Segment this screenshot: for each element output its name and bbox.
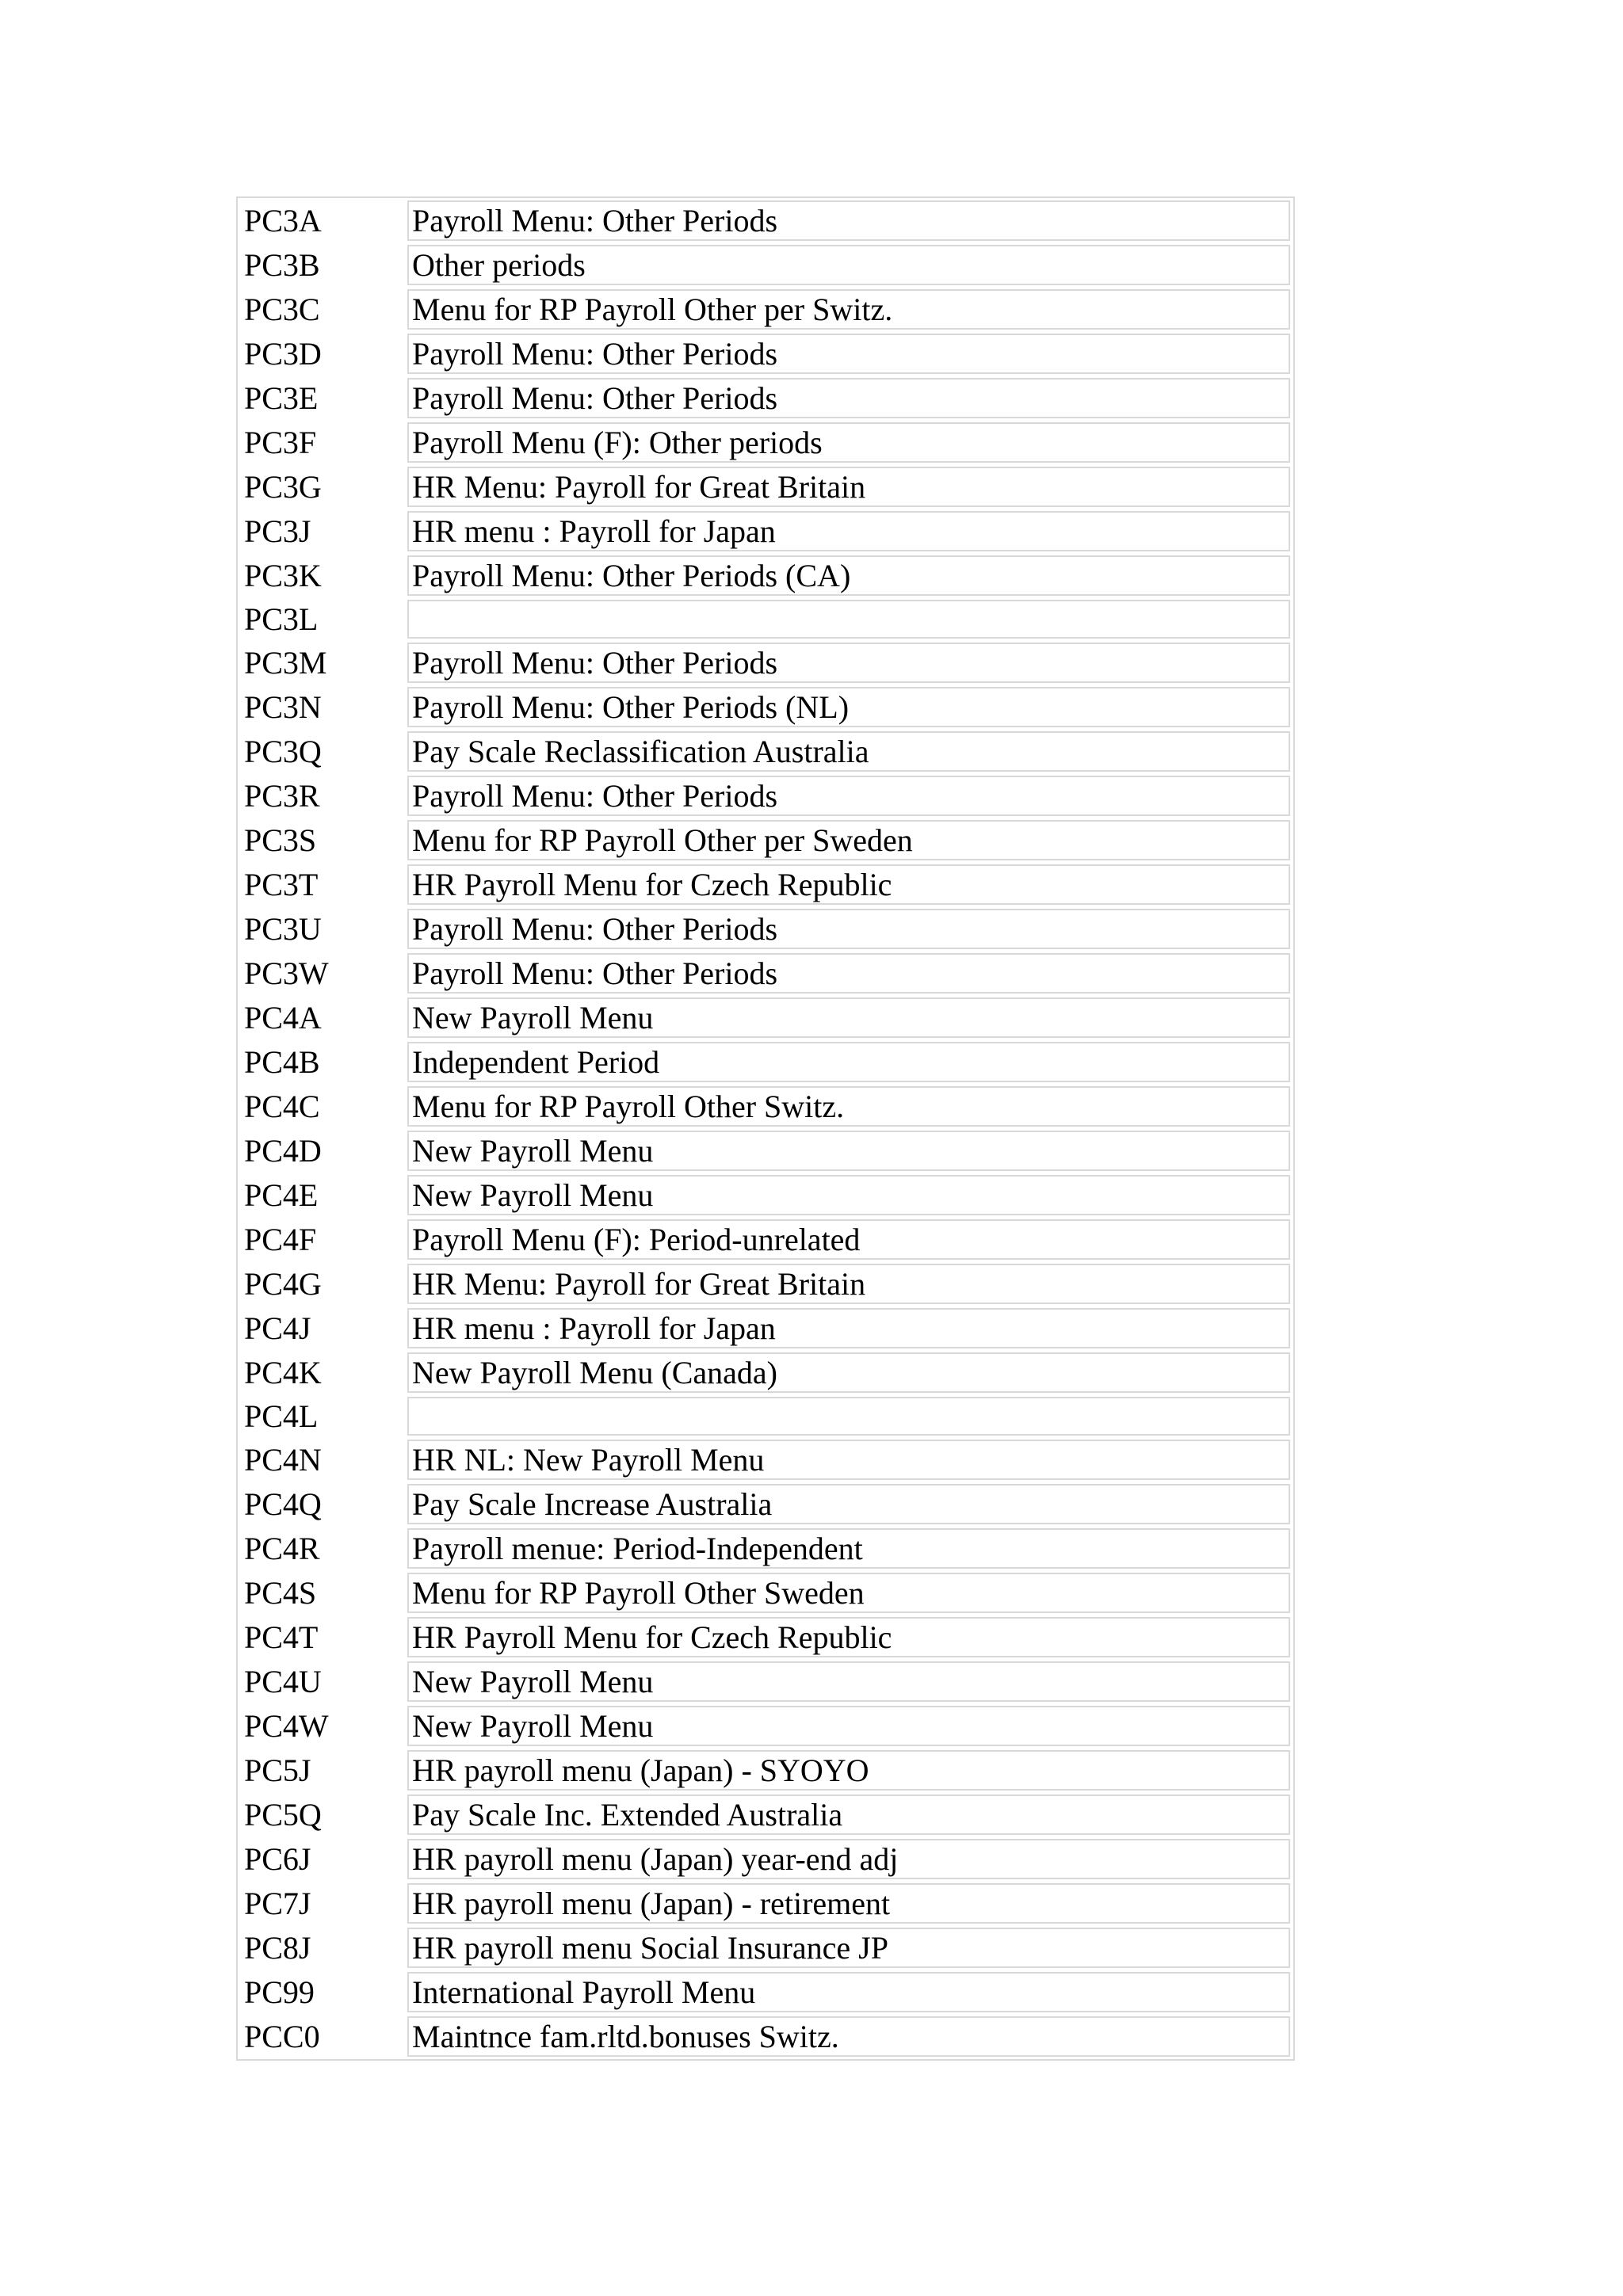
row-description-cell: Pay Scale Increase Australia bbox=[407, 1484, 1290, 1524]
row-description-cell: HR Menu: Payroll for Great Britain bbox=[407, 1264, 1290, 1304]
row-code-cell: PC99 bbox=[240, 1972, 404, 2012]
row-code-cell: PC7J bbox=[240, 1883, 404, 1924]
row-code-cell: PC3R bbox=[240, 776, 404, 816]
row-code-cell: PC5Q bbox=[240, 1794, 404, 1835]
table-row bbox=[240, 289, 1290, 330]
row-code-cell: PC4Q bbox=[240, 1484, 404, 1524]
row-description-cell bbox=[407, 600, 1290, 639]
table-body bbox=[240, 200, 1290, 2057]
table-row bbox=[240, 643, 1290, 683]
table-row bbox=[240, 1352, 1290, 1393]
table-row bbox=[240, 1175, 1290, 1215]
row-code-cell: PC3T bbox=[240, 864, 404, 905]
row-code-cell: PC3E bbox=[240, 378, 404, 418]
row-description-cell: Independent Period bbox=[407, 1042, 1290, 1082]
row-description-cell: Pay Scale Inc. Extended Australia bbox=[407, 1794, 1290, 1835]
row-description-cell: Payroll Menu: Other Periods (CA) bbox=[407, 555, 1290, 596]
row-code-cell: PC3K bbox=[240, 555, 404, 596]
table-row bbox=[240, 555, 1290, 596]
row-code-cell: PC4S bbox=[240, 1573, 404, 1613]
row-description-cell: HR Payroll Menu for Czech Republic bbox=[407, 864, 1290, 905]
row-description-cell: New Payroll Menu bbox=[407, 997, 1290, 1038]
table-row bbox=[240, 1883, 1290, 1924]
table-row bbox=[240, 467, 1290, 507]
row-code-cell: PC3L bbox=[240, 600, 404, 639]
row-code-cell: PC3S bbox=[240, 820, 404, 860]
row-description-cell: Payroll Menu: Other Periods bbox=[407, 200, 1290, 241]
row-description-cell: Payroll Menu: Other Periods bbox=[407, 953, 1290, 994]
table-row bbox=[240, 378, 1290, 418]
row-code-cell: PC4J bbox=[240, 1308, 404, 1348]
table-row bbox=[240, 334, 1290, 374]
row-code-cell: PC3D bbox=[240, 334, 404, 374]
row-code-cell: PCC0 bbox=[240, 2016, 404, 2057]
table-row bbox=[240, 245, 1290, 285]
row-code-cell: PC4A bbox=[240, 997, 404, 1038]
row-description-cell: Payroll Menu: Other Periods bbox=[407, 909, 1290, 949]
row-code-cell: PC6J bbox=[240, 1839, 404, 1879]
table-row bbox=[240, 1264, 1290, 1304]
row-code-cell: PC4L bbox=[240, 1397, 404, 1436]
row-code-cell: PC4G bbox=[240, 1264, 404, 1304]
row-description-cell: Pay Scale Reclassification Australia bbox=[407, 731, 1290, 772]
table-row bbox=[240, 511, 1290, 551]
row-code-cell: PC3F bbox=[240, 422, 404, 463]
row-code-cell: PC4E bbox=[240, 1175, 404, 1215]
row-code-cell: PC3A bbox=[240, 200, 404, 241]
row-description-cell: Other periods bbox=[407, 245, 1290, 285]
row-code-cell: PC3N bbox=[240, 687, 404, 727]
table-row bbox=[240, 909, 1290, 949]
row-description-cell bbox=[407, 1397, 1290, 1436]
row-description-cell: HR menu : Payroll for Japan bbox=[407, 1308, 1290, 1348]
row-code-cell: PC4T bbox=[240, 1617, 404, 1657]
table-row bbox=[240, 953, 1290, 994]
table-row bbox=[240, 1086, 1290, 1127]
table-row bbox=[240, 1308, 1290, 1348]
transaction-code-table bbox=[236, 196, 1295, 2061]
table-row bbox=[240, 864, 1290, 905]
row-description-cell: Payroll Menu: Other Periods bbox=[407, 776, 1290, 816]
table-row bbox=[240, 1839, 1290, 1879]
table-row bbox=[240, 687, 1290, 727]
row-code-cell: PC4W bbox=[240, 1706, 404, 1746]
table-row bbox=[240, 820, 1290, 860]
row-code-cell: PC4F bbox=[240, 1219, 404, 1260]
row-description-cell: Menu for RP Payroll Other per Switz. bbox=[407, 289, 1290, 330]
table-row bbox=[240, 1794, 1290, 1835]
row-description-cell: New Payroll Menu bbox=[407, 1706, 1290, 1746]
table-row bbox=[240, 1397, 1290, 1436]
row-code-cell: PC3G bbox=[240, 467, 404, 507]
table-row bbox=[240, 200, 1290, 241]
row-description-cell: Maintnce fam.rltd.bonuses Switz. bbox=[407, 2016, 1290, 2057]
row-description-cell: Payroll Menu: Other Periods bbox=[407, 643, 1290, 683]
row-description-cell: HR Menu: Payroll for Great Britain bbox=[407, 467, 1290, 507]
row-code-cell: PC3Q bbox=[240, 731, 404, 772]
row-description-cell: HR NL: New Payroll Menu bbox=[407, 1440, 1290, 1480]
row-description-cell: Menu for RP Payroll Other Sweden bbox=[407, 1573, 1290, 1613]
table-row bbox=[240, 776, 1290, 816]
table-row bbox=[240, 1528, 1290, 1569]
table-row bbox=[240, 1219, 1290, 1260]
table-row bbox=[240, 1661, 1290, 1702]
row-description-cell: Payroll Menu: Other Periods (NL) bbox=[407, 687, 1290, 727]
row-description-cell: Menu for RP Payroll Other Switz. bbox=[407, 1086, 1290, 1127]
row-code-cell: PC5J bbox=[240, 1750, 404, 1791]
row-description-cell: HR payroll menu (Japan) - retirement bbox=[407, 1883, 1290, 1924]
row-code-cell: PC8J bbox=[240, 1928, 404, 1968]
row-code-cell: PC4C bbox=[240, 1086, 404, 1127]
table-row bbox=[240, 1928, 1290, 1968]
table-row bbox=[240, 997, 1290, 1038]
table-row bbox=[240, 731, 1290, 772]
row-description-cell: Payroll menue: Period-Independent bbox=[407, 1528, 1290, 1569]
row-description-cell: Menu for RP Payroll Other per Sweden bbox=[407, 820, 1290, 860]
row-code-cell: PC3M bbox=[240, 643, 404, 683]
table-row bbox=[240, 422, 1290, 463]
row-description-cell: HR payroll menu Social Insurance JP bbox=[407, 1928, 1290, 1968]
row-description-cell: New Payroll Menu bbox=[407, 1131, 1290, 1171]
row-code-cell: PC4N bbox=[240, 1440, 404, 1480]
table-row bbox=[240, 1617, 1290, 1657]
table-row bbox=[240, 1972, 1290, 2012]
row-code-cell: PC4R bbox=[240, 1528, 404, 1569]
row-code-cell: PC3B bbox=[240, 245, 404, 285]
row-code-cell: PC4K bbox=[240, 1352, 404, 1393]
row-description-cell: HR menu : Payroll for Japan bbox=[407, 511, 1290, 551]
row-description-cell: New Payroll Menu bbox=[407, 1661, 1290, 1702]
table-row bbox=[240, 1042, 1290, 1082]
table-row bbox=[240, 1484, 1290, 1524]
row-code-cell: PC3C bbox=[240, 289, 404, 330]
row-description-cell: Payroll Menu: Other Periods bbox=[407, 334, 1290, 374]
table-row bbox=[240, 1706, 1290, 1746]
row-description-cell: Payroll Menu: Other Periods bbox=[407, 378, 1290, 418]
row-description-cell: HR payroll menu (Japan) - SYOYO bbox=[407, 1750, 1290, 1791]
row-code-cell: PC3J bbox=[240, 511, 404, 551]
row-code-cell: PC3W bbox=[240, 953, 404, 994]
table-row bbox=[240, 1440, 1290, 1480]
row-description-cell: Payroll Menu (F): Period-unrelated bbox=[407, 1219, 1290, 1260]
row-code-cell: PC4U bbox=[240, 1661, 404, 1702]
row-description-cell: HR payroll menu (Japan) year-end adj bbox=[407, 1839, 1290, 1879]
row-description-cell: New Payroll Menu (Canada) bbox=[407, 1352, 1290, 1393]
row-description-cell: Payroll Menu (F): Other periods bbox=[407, 422, 1290, 463]
table-row bbox=[240, 1131, 1290, 1171]
table-row bbox=[240, 1750, 1290, 1791]
row-code-cell: PC4D bbox=[240, 1131, 404, 1171]
table-row bbox=[240, 2016, 1290, 2057]
row-description-cell: New Payroll Menu bbox=[407, 1175, 1290, 1215]
code-table bbox=[240, 196, 1290, 2061]
row-description-cell: HR Payroll Menu for Czech Republic bbox=[407, 1617, 1290, 1657]
table-row bbox=[240, 600, 1290, 639]
table-row bbox=[240, 1573, 1290, 1613]
row-description-cell: International Payroll Menu bbox=[407, 1972, 1290, 2012]
row-code-cell: PC3U bbox=[240, 909, 404, 949]
row-code-cell: PC4B bbox=[240, 1042, 404, 1082]
